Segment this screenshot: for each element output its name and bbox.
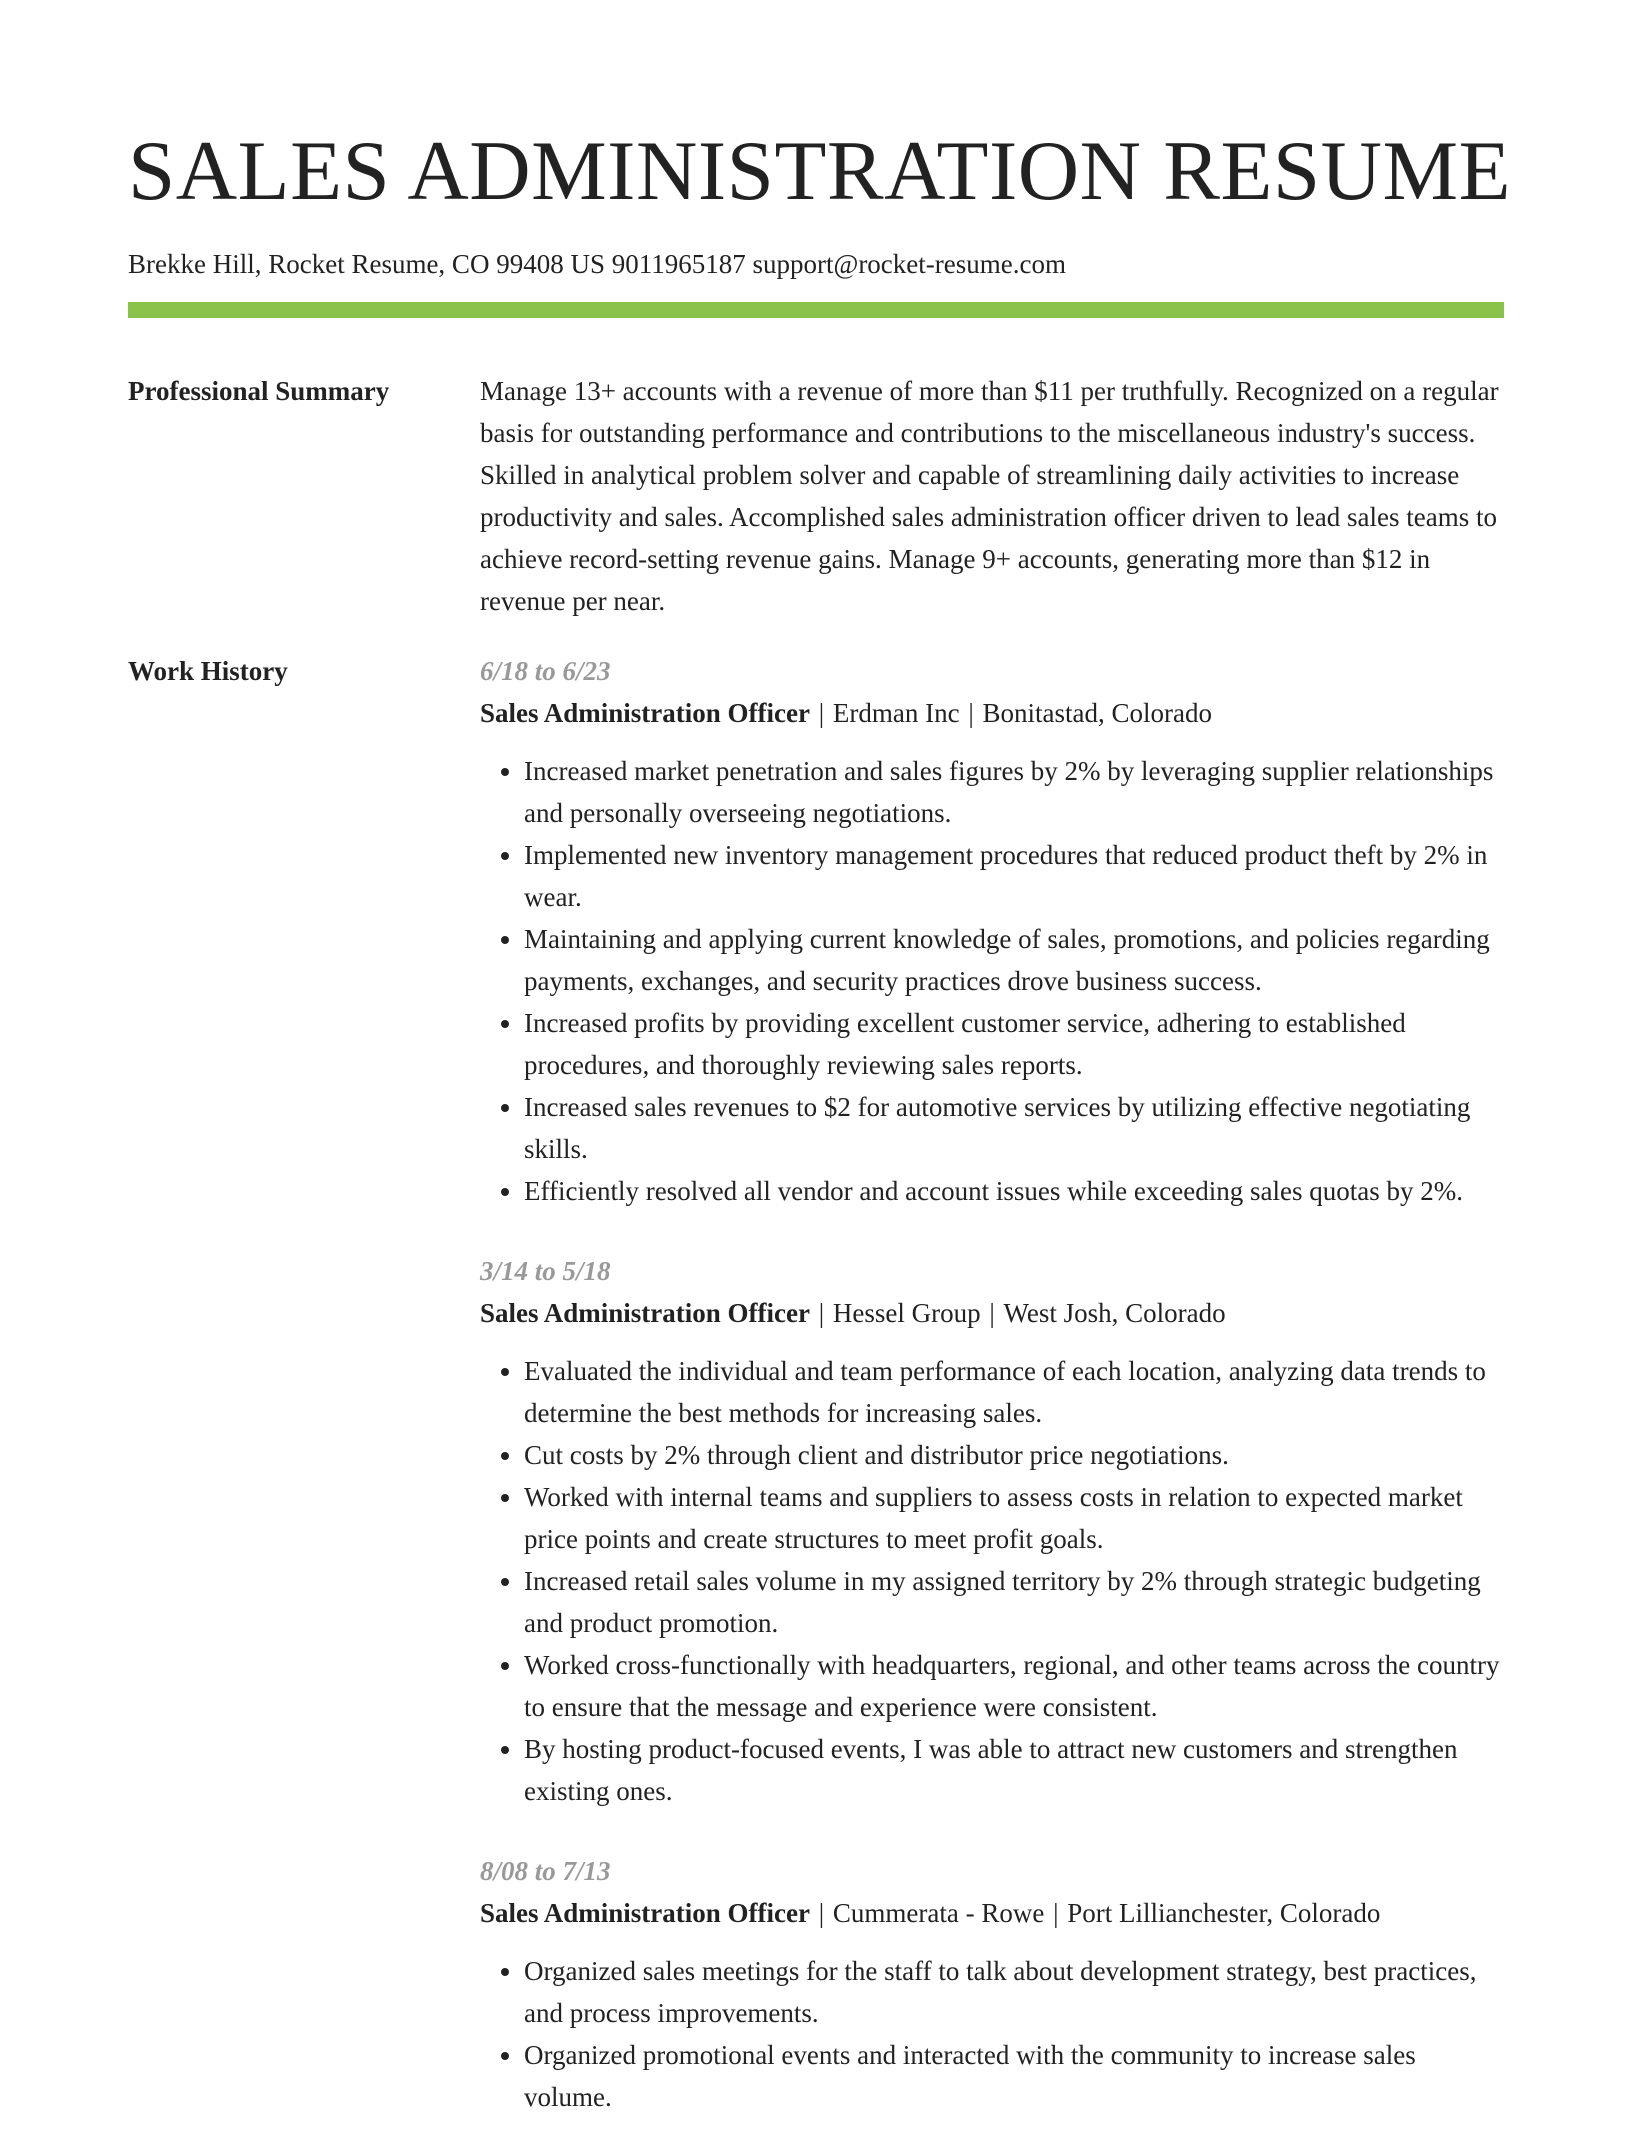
- job-bullet: • Increased market penetration and sales figures by 2% by leveraging supplier relationships and personally overseeing negotiations.: [524, 750, 1504, 834]
- job-bullet: • Cut costs by 2% through client and distributor price negotiations.: [524, 1434, 1504, 1476]
- job-bullet-list: [480, 1950, 1504, 2118]
- job-dates: 6/18 to 6/23: [480, 656, 611, 686]
- contact-line: Brekke Hill, Rocket Resume, CO 99408 US 9011965187 support@rocket-resume.com: [128, 249, 1066, 279]
- job-bullet: • Increased profits by providing excellent customer service, adhering to established procedures, and thoroughly reviewing sales reports.: [524, 1002, 1504, 1086]
- job-dates: 3/14 to 5/18: [480, 1256, 611, 1286]
- job-bullet: • Worked cross-functionally with headquarters, regional, and other teams across the country to ensure that the message and experience were consistent.: [524, 1644, 1504, 1728]
- section-label-work-history: Work History: [128, 656, 288, 686]
- job-bullet: • Worked with internal teams and suppliers to assess costs in relation to expected market price points and create structures to meet profit goals.: [524, 1476, 1504, 1560]
- section-label-summary: Professional Summary: [128, 376, 390, 406]
- job-bullet: • Evaluated the individual and team performance of each location, analyzing data trends to determine the best methods for increasing sales.: [524, 1350, 1504, 1434]
- job-heading: [480, 692, 1504, 734]
- work-history-section: [128, 650, 1504, 2156]
- job-company: Cummerata - Rowe: [832, 1898, 1045, 1928]
- job-separator: |: [961, 698, 981, 728]
- job-bullet-list: [480, 750, 1504, 1212]
- job-separator: |: [1046, 1898, 1066, 1928]
- job-separator: |: [811, 1898, 831, 1928]
- header-accent-rule: [128, 302, 1504, 318]
- job-dates: 8/08 to 7/13: [480, 1856, 611, 1886]
- job-bullet-list: [480, 1350, 1504, 1812]
- summary-text: Manage 13+ accounts with a revenue of more than $11 per truthfully. Recognized on a regular basis for outstanding performance and contributions to the miscellaneous industry's success. Skilled in analytical problem solver and capable of streamlining daily activities to increase productivity and sales. Accomplished sales administration officer driven to lead sales teams to achieve record-setting revenue gains. Manage 9+ accounts, generating more than $12 in revenue per near.: [480, 376, 1499, 616]
- job-heading: [480, 1292, 1504, 1334]
- job-title: Sales Administration Officer: [480, 1298, 810, 1328]
- job-bullet: • Organized sales meetings for the staff to talk about development strategy, best practices, and process improvements.: [524, 1950, 1504, 2034]
- job-title: Sales Administration Officer: [480, 1898, 810, 1928]
- work-history-body: [480, 650, 1504, 2156]
- job-entry: [480, 1850, 1504, 2118]
- resume-title: SALES ADMINISTRATION RESUME: [128, 124, 1512, 218]
- job-location: Bonitastad, Colorado: [982, 698, 1212, 728]
- job-heading: [480, 1892, 1504, 1934]
- job-separator: |: [811, 1298, 831, 1328]
- job-bullet: • Maintaining and applying current knowledge of sales, promotions, and policies regarding payments, exchanges, and security practices drove business success.: [524, 918, 1504, 1002]
- job-location: Port Lillianchester, Colorado: [1067, 1898, 1381, 1928]
- job-company: Erdman Inc: [832, 698, 960, 728]
- job-bullet: • Increased sales revenues to $2 for automotive services by utilizing effective negotiating skills.: [524, 1086, 1504, 1170]
- job-bullet: • Increased retail sales volume in my assigned territory by 2% through strategic budgeting and product promotion.: [524, 1560, 1504, 1644]
- job-company: Hessel Group: [832, 1298, 981, 1328]
- job-entry: [480, 650, 1504, 1212]
- professional-summary-section: [128, 370, 1504, 622]
- job-location: West Josh, Colorado: [1003, 1298, 1226, 1328]
- job-bullet: • By hosting product-focused events, I was able to attract new customers and strengthen existing ones.: [524, 1728, 1504, 1812]
- job-bullet: • Organized promotional events and interacted with the community to increase sales volume.: [524, 2034, 1504, 2118]
- job-bullet: • Efficiently resolved all vendor and account issues while exceeding sales quotas by 2%.: [524, 1170, 1504, 1212]
- resume-page: [128, 0, 1512, 2156]
- job-entry: [480, 1250, 1504, 1812]
- summary-body: [480, 370, 1504, 622]
- job-title: Sales Administration Officer: [480, 698, 810, 728]
- job-separator: |: [811, 698, 831, 728]
- job-bullet: • Implemented new inventory management procedures that reduced product theft by 2% in wear.: [524, 834, 1504, 918]
- job-separator: |: [982, 1298, 1002, 1328]
